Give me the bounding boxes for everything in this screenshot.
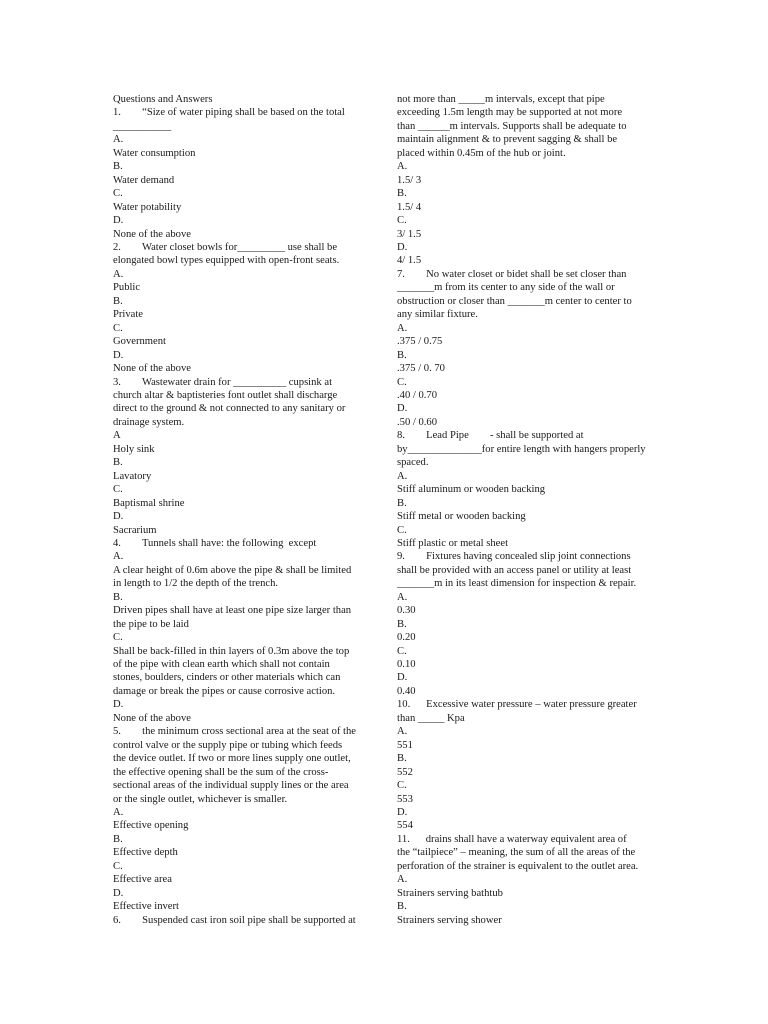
left-column-line: B. [113, 161, 123, 173]
right-column-line: 1.5/ 4 [397, 201, 422, 213]
right-column-line: D. [397, 807, 408, 819]
left-column-line: A. [113, 807, 124, 819]
right-column-line: _______m from its center to any side of the wall or [397, 282, 615, 294]
right-column-line: than ______m intervals. Supports shall be adequate to [397, 120, 627, 132]
right-column-line: A. [397, 161, 408, 173]
right-column-line: C. [397, 376, 407, 388]
right-column-line: B. [397, 188, 407, 200]
left-column-line: the device outlet. If two or more lines supply one outlet, [113, 753, 351, 765]
right-column-line: B. [397, 753, 407, 765]
right-column-line: 554 [397, 820, 413, 832]
left-column-line: direct to the ground & not connected to any sanitary or [113, 403, 346, 415]
left-column-line: Holy sink [113, 443, 155, 455]
left-column-line: drainage system. [113, 416, 185, 428]
left-column-line: B. [113, 295, 123, 307]
right-column-line: Stiff metal or wooden backing [397, 511, 526, 523]
left-column-line: Questions and Answers [113, 94, 213, 105]
left-column-line: Baptismal shrine [113, 497, 185, 509]
right-column-line: D. [397, 403, 408, 415]
left-column-line: elongated bowl types equipped with open-front seats. [113, 255, 340, 267]
right-column-line: Stiff aluminum or wooden backing [397, 484, 546, 496]
right-column-line: any similar fixture. [397, 309, 478, 321]
left-column-line: Shall be back-filled in thin layers of 0.3m above the top [113, 645, 350, 657]
right-column-line: C. [397, 780, 407, 792]
right-column-line: D. [397, 241, 408, 253]
right-column-line: 11. drains shall have a waterway equivalent area of [397, 833, 627, 845]
right-column-line: D. [397, 672, 408, 684]
right-column-line: 3/ 1.5 [397, 228, 422, 240]
left-column-line: C. [113, 322, 123, 334]
right-column-line: 551 [397, 739, 413, 751]
left-column-line: D. [113, 349, 124, 361]
left-column-line: B. [113, 833, 123, 845]
right-column-line: A. [397, 874, 408, 886]
left-column-line: damage or break the pipes or cause corrosive action. [113, 685, 336, 697]
right-column-line: Strainers serving shower [397, 914, 502, 926]
left-column-line: None of the above [113, 228, 191, 240]
left-column-line: sectional areas of the individual supply lines or the area [113, 780, 349, 792]
left-column-line: C. [113, 860, 123, 872]
right-column [397, 93, 655, 927]
right-column-line: A. [397, 591, 408, 603]
right-column-line: the “tailpiece” – meaning, the sum of all the areas of the [397, 847, 636, 859]
left-column [113, 93, 375, 927]
right-column-line: B. [397, 618, 407, 630]
left-column-line: Lavatory [113, 470, 152, 482]
left-column-line: None of the above [113, 712, 191, 724]
left-column-line: A. [113, 268, 124, 280]
right-column-line: .40 / 0.70 [397, 389, 438, 401]
right-column-line: perforation of the strainer is equivalent to the outlet area. [397, 860, 639, 872]
right-column-line: B. [397, 901, 407, 913]
left-column-line: Effective opening [113, 820, 189, 832]
right-column-line: A. [397, 726, 408, 738]
right-column-line: than _____ Kpa [397, 712, 465, 724]
right-column-line: .375 / 0. 70 [397, 363, 445, 375]
left-column-line: 4. Tunnels shall have: the following except [113, 537, 317, 549]
left-column-line: 2. Water closet bowls for_________ use shall be [113, 241, 338, 253]
left-column-line: ___________ [113, 120, 172, 132]
left-column-line: the effective opening shall be the sum of the cross- [113, 766, 329, 778]
left-column-line: A clear height of 0.6m above the pipe & shall be limited [113, 564, 352, 576]
left-column-line: Effective depth [113, 847, 178, 859]
right-column-line: .375 / 0.75 [397, 336, 443, 348]
right-column-line: 553 [397, 793, 413, 805]
left-column-line: Water consumption [113, 147, 196, 159]
left-column-line: 1. “Size of water piping shall be based on the total [113, 107, 345, 119]
left-column-line: D. [113, 887, 124, 899]
left-column-line: Water potability [113, 201, 182, 213]
right-column-line: C. [397, 645, 407, 657]
left-column-line: D. [113, 699, 124, 711]
left-column-line: B. [113, 591, 123, 603]
right-column-line: Strainers serving bathtub [397, 887, 503, 899]
left-column-line: Government [113, 336, 166, 348]
right-column-line: 0.20 [397, 632, 416, 644]
right-column-line: 1.5/ 3 [397, 174, 422, 186]
right-column-line: by______________for entire length with hangers properly [397, 443, 646, 455]
right-column-line: 7. No water closet or bidet shall be set closer than [397, 268, 627, 280]
left-column-line: A [113, 430, 121, 442]
left-column-line: Effective invert [113, 901, 179, 913]
left-column-line: of the pipe with clean earth which shall not contain [113, 659, 330, 671]
right-column-line: 0.30 [397, 605, 416, 617]
left-column-line: control valve or the supply pipe or tubing which feeds [113, 739, 343, 751]
right-column-line: 0.40 [397, 685, 416, 697]
right-column-line: obstruction or closer than _______m center to center to [397, 295, 632, 307]
left-column-line: the pipe to be laid [113, 618, 189, 630]
right-column-line: B. [397, 497, 407, 509]
right-column-line: A. [397, 470, 408, 482]
right-column-line: placed within 0.45m of the hub or joint. [397, 147, 566, 159]
right-column-line: spaced. [397, 457, 429, 469]
right-column-line: exceeding 1.5m length may be supported at not more [397, 107, 623, 119]
right-column-line: not more than _____m intervals, except that pipe [397, 94, 605, 105]
left-column-line: 6. Suspended cast iron soil pipe shall be supported at [113, 914, 356, 926]
left-column-line: Effective area [113, 874, 172, 886]
right-column-line: _______m in its least dimension for inspection & repair. [397, 578, 637, 590]
left-column-line: Water demand [113, 174, 175, 186]
right-column-line: .50 / 0.60 [397, 416, 438, 428]
left-column-line: 3. Wastewater drain for __________ cupsink at [113, 376, 333, 388]
left-column-line: C. [113, 632, 123, 644]
left-column-line: Driven pipes shall have at least one pipe size larger than [113, 605, 352, 617]
left-column-line: or the single outlet, whichever is smaller. [113, 793, 288, 805]
right-column-line: 10. Excessive water pressure – water pressure greater [397, 699, 637, 711]
left-column-line: stones, boulders, cinders or other materials which can [113, 672, 341, 684]
right-column-line: shall be provided with an access panel or utility at least [397, 564, 632, 576]
right-column-line: Stiff plastic or metal sheet [397, 537, 509, 549]
left-column-line: D. [113, 511, 124, 523]
right-column-line: 8. Lead Pipe - shall be supported at [397, 430, 584, 442]
right-column-line: C. [397, 215, 407, 227]
left-column-line: church altar & baptisteries font outlet shall discharge [113, 389, 338, 401]
right-column-line: 4/ 1.5 [397, 255, 422, 267]
right-column-line: 0.10 [397, 659, 416, 671]
right-column-line: 9. Fixtures having concealed slip joint connections [397, 551, 631, 563]
left-column-line: D. [113, 215, 124, 227]
right-column-line: B. [397, 349, 407, 361]
left-column-line: Private [113, 309, 144, 321]
left-column-line: B. [113, 457, 123, 469]
right-column-line: 552 [397, 766, 413, 778]
left-column-line: A. [113, 551, 124, 563]
left-column-line: in length to 1/2 the depth of the trench. [113, 578, 279, 590]
left-column-line: 5. the minimum cross sectional area at the seat of the [113, 726, 356, 738]
left-column-line: C. [113, 188, 123, 200]
left-column-line: Sacrarium [113, 524, 157, 536]
right-column-line: A. [397, 322, 408, 334]
right-column-line: C. [397, 524, 407, 536]
left-column-line: C. [113, 484, 123, 496]
left-column-line: Public [113, 282, 141, 294]
left-column-line: A. [113, 134, 124, 146]
right-column-line: maintain alignment & to prevent sagging & shall be [397, 134, 618, 146]
left-column-line: None of the above [113, 363, 191, 375]
